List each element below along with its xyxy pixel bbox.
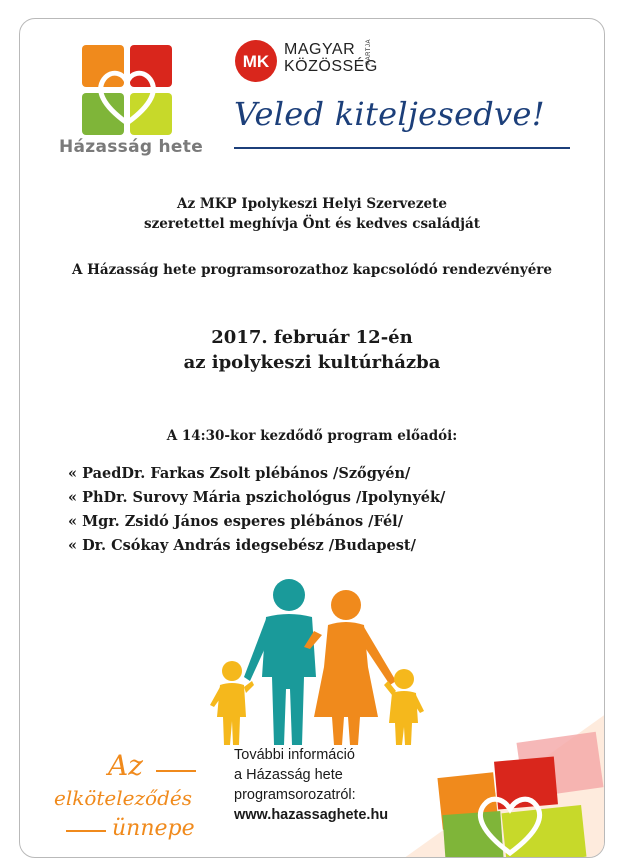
info-line2: a Házasság hete [234, 767, 343, 783]
mk-initials: MK [242, 52, 270, 71]
mk-line1: MAGYAR [284, 41, 356, 58]
info-line3: programsorozatról: [234, 787, 356, 803]
event-place: az ipolykeszi kultúrházba [183, 352, 441, 373]
invitation-lines [20, 194, 604, 234]
slogan-underline [234, 147, 570, 149]
mk-party-label: PÁRTJA [366, 39, 372, 65]
program-intro: A 14:30-kor kezdődő program előadói: [166, 428, 458, 444]
hazassag-hete-text: Házasság hete [58, 137, 204, 157]
invitation-line2: szeretettel meghívja Önt és kedves családját [144, 216, 480, 232]
bottom-logo-line3: ünnepe [112, 816, 195, 841]
family-illustration [206, 577, 426, 747]
bottom-logo-line1: Az [108, 749, 143, 782]
info-url-link[interactable]: www.hazassaghete.hu [234, 807, 389, 823]
mk-logo-icon [234, 39, 278, 83]
info-line1: További információ [234, 747, 355, 763]
mk-line2: KÖZÖSSÉG [284, 58, 378, 75]
event-block [20, 325, 604, 375]
invitation-line3: A Házasság hete programsorozathoz kapcsolódó rendezvényére [71, 262, 553, 278]
hazassag-hete-logo [82, 45, 172, 135]
invitation-card [19, 18, 605, 858]
speaker-item: « Dr. Csókay András idegsebész /Budapest/ [68, 537, 416, 554]
bottom-logo-line2: elköteleződés [54, 786, 192, 810]
speaker-item: « PhDr. Surovy Mária pszichológus /Ipolynyék/ [68, 489, 446, 506]
mk-party-name [284, 41, 378, 75]
corner-decoration [400, 691, 605, 858]
slogan: Veled kiteljesedve! [234, 95, 545, 133]
speaker-list [68, 462, 445, 558]
elkotelezodes-logo [46, 741, 216, 851]
speaker-item: « PaedDr. Farkas Zsolt plébános /Szőgyén/ [68, 465, 411, 482]
speaker-item: « Mgr. Zsidó János esperes plébános /Fél/ [68, 513, 403, 530]
invitation-line1: Az MKP Ipolykeszi Helyi Szervezete [177, 196, 447, 212]
info-block [234, 745, 388, 825]
event-date: 2017. február 12-én [211, 327, 413, 348]
